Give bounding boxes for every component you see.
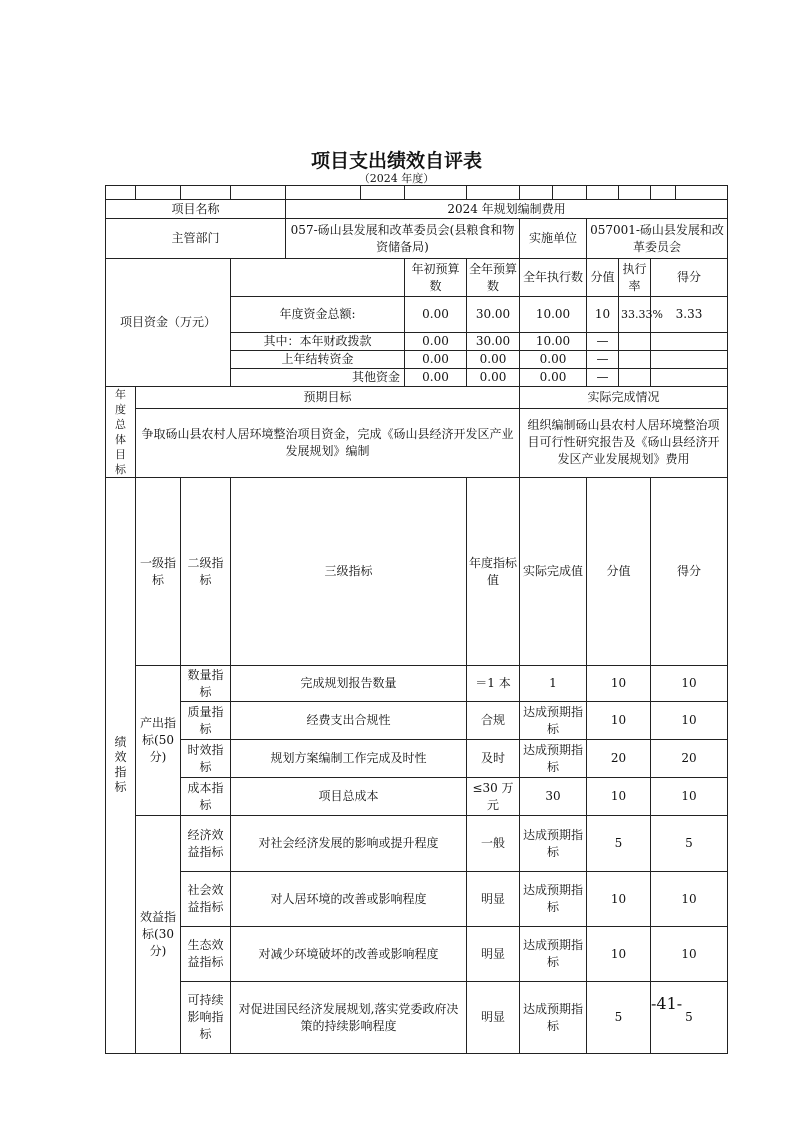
blank-cell xyxy=(286,186,361,200)
blank-cell xyxy=(520,186,553,200)
indicator-score: 10 xyxy=(651,702,728,740)
indicator-level3: 完成规划报告数量 xyxy=(231,666,467,702)
blank-cell xyxy=(553,186,587,200)
indicator-row xyxy=(106,927,728,982)
page-title: 项目支出绩效自评表 xyxy=(310,150,482,172)
blank-cell xyxy=(619,369,651,387)
indicator-group-output: 产出指标(50分) xyxy=(136,666,181,816)
indicator-value: 10 xyxy=(587,927,651,982)
indicator-level3: 经费支出合规性 xyxy=(231,702,467,740)
blank-cell xyxy=(651,351,728,369)
blank-cell xyxy=(136,186,181,200)
funds-rate: 33.33% xyxy=(619,297,651,333)
blank-cell xyxy=(651,186,676,200)
self-evaluation-table xyxy=(105,185,728,1054)
blank-cell xyxy=(619,333,651,351)
indicator-value: 10 xyxy=(587,872,651,927)
indicators-header: 实际完成值 xyxy=(520,478,587,666)
indicator-row xyxy=(106,778,728,816)
funds-header: 全年执行数 xyxy=(520,259,587,297)
funds-annual: 0.00 xyxy=(467,369,520,387)
blank-cell xyxy=(651,369,728,387)
indicator-actual: 达成预期指标 xyxy=(520,816,587,872)
indicator-score: 10 xyxy=(651,927,728,982)
indicators-side-label xyxy=(106,478,136,1054)
indicator-level2: 数量指标 xyxy=(181,666,231,702)
funds-row-label: 其他资金 xyxy=(231,369,405,387)
goals-header-row xyxy=(106,387,728,409)
project-name-label: 项目名称 xyxy=(106,200,286,219)
funds-header: 全年预算数 xyxy=(467,259,520,297)
dept-value: 057-砀山县发展和改革委员会(县粮食和物资储备局) xyxy=(286,219,520,259)
goals-actual-header: 实际完成情况 xyxy=(520,387,728,409)
indicators-header: 得分 xyxy=(651,478,728,666)
indicators-header-row xyxy=(106,478,728,666)
funds-header: 得分 xyxy=(651,259,728,297)
funds-score-value: — xyxy=(587,369,619,387)
page-number: -41- xyxy=(651,994,683,1013)
indicator-row xyxy=(106,872,728,927)
funds-row-label: 上年结转资金 xyxy=(231,351,405,369)
blank-cell xyxy=(405,186,467,200)
unit-label: 实施单位 xyxy=(520,219,587,259)
blank-cell xyxy=(587,186,619,200)
indicator-score: 5 xyxy=(651,816,728,872)
goals-side-text: 年度总体目标 xyxy=(115,388,126,476)
blank-cell xyxy=(231,259,405,297)
funds-annual: 30.00 xyxy=(467,333,520,351)
indicator-level2: 经济效益指标 xyxy=(181,816,231,872)
spacer-row xyxy=(106,186,728,200)
indicator-target: 明显 xyxy=(467,927,520,982)
funds-executed: 10.00 xyxy=(520,297,587,333)
funds-header: 年初预算数 xyxy=(405,259,467,297)
indicator-actual: 达成预期指标 xyxy=(520,982,587,1054)
funds-header: 执行率 xyxy=(619,259,651,297)
funds-initial: 0.00 xyxy=(405,333,467,351)
blank-cell xyxy=(106,186,136,200)
year-subtitle: （2024 年度） xyxy=(358,172,435,185)
indicator-value: 20 xyxy=(587,740,651,778)
funds-header: 分值 xyxy=(587,259,619,297)
dept-label: 主管部门 xyxy=(106,219,286,259)
blank-cell xyxy=(181,186,231,200)
indicator-level2: 社会效益指标 xyxy=(181,872,231,927)
indicator-score: 5 xyxy=(651,982,728,1054)
funds-executed: 0.00 xyxy=(520,351,587,369)
indicator-value: 10 xyxy=(587,702,651,740)
indicator-target: ≤30 万元 xyxy=(467,778,520,816)
indicators-header: 二级指标 xyxy=(181,478,231,666)
funds-annual: 0.00 xyxy=(467,351,520,369)
funds-initial: 0.00 xyxy=(405,369,467,387)
indicator-level2: 成本指标 xyxy=(181,778,231,816)
funds-annual: 30.00 xyxy=(467,297,520,333)
indicator-value: 10 xyxy=(587,778,651,816)
indicator-score: 20 xyxy=(651,740,728,778)
funds-label: 项目资金（万元） xyxy=(106,259,231,387)
unit-value: 057001-砀山县发展和改革委员会 xyxy=(587,219,728,259)
indicator-actual: 达成预期指标 xyxy=(520,927,587,982)
funds-executed: 10.00 xyxy=(520,333,587,351)
goals-actual-text: 组织编制砀山县农村人居环境整治项目可行性研究报告及《砀山县经济开发区产业发展规划》费用 xyxy=(520,408,728,477)
blank-cell xyxy=(619,186,651,200)
indicator-actual: 30 xyxy=(520,778,587,816)
indicator-level3: 对减少环境破坏的改善或影响程度 xyxy=(231,927,467,982)
blank-cell xyxy=(619,351,651,369)
indicator-target: 及时 xyxy=(467,740,520,778)
funds-score-value: — xyxy=(587,351,619,369)
funds-row-label: 年度资金总额: xyxy=(231,297,405,333)
indicator-level2: 时效指标 xyxy=(181,740,231,778)
indicator-score: 10 xyxy=(651,872,728,927)
indicator-level2: 生态效益指标 xyxy=(181,927,231,982)
funds-initial: 0.00 xyxy=(405,351,467,369)
indicators-header: 分值 xyxy=(587,478,651,666)
project-name-row xyxy=(106,200,728,219)
indicator-score: 10 xyxy=(651,778,728,816)
goals-content-row xyxy=(106,408,728,477)
indicator-level3: 规划方案编制工作完成及时性 xyxy=(231,740,467,778)
indicator-actual: 达成预期指标 xyxy=(520,702,587,740)
indicators-header: 三级指标 xyxy=(231,478,467,666)
indicator-level3: 对促进国民经济发展规划,落实党委政府决策的持续影响程度 xyxy=(231,982,467,1054)
blank-cell xyxy=(231,186,286,200)
indicator-actual: 达成预期指标 xyxy=(520,740,587,778)
indicator-level3: 项目总成本 xyxy=(231,778,467,816)
goals-expected-text: 争取砀山县农村人居环境整治项目资金，完成《砀山县经济开发区产业发展规划》编制 xyxy=(136,408,520,477)
indicator-value: 5 xyxy=(587,816,651,872)
goals-side-label xyxy=(106,387,136,478)
indicator-row xyxy=(106,740,728,778)
indicator-target: 明显 xyxy=(467,872,520,927)
project-name-value: 2024 年规划编制费用 xyxy=(286,200,728,219)
indicator-row xyxy=(106,982,728,1054)
indicator-target: 合规 xyxy=(467,702,520,740)
funds-score-value: — xyxy=(587,333,619,351)
indicator-target: ＝1 本 xyxy=(467,666,520,702)
indicator-value: 5 xyxy=(587,982,651,1054)
funds-header-row xyxy=(106,259,728,297)
indicator-level3: 对人居环境的改善或影响程度 xyxy=(231,872,467,927)
indicator-level2: 可持续影响指标 xyxy=(181,982,231,1054)
funds-row-label: 其中：本年财政拨款 xyxy=(231,333,405,351)
goals-expected-header: 预期目标 xyxy=(136,387,520,409)
indicators-header: 年度指标值 xyxy=(467,478,520,666)
indicator-value: 10 xyxy=(587,666,651,702)
indicator-target: 一般 xyxy=(467,816,520,872)
blank-cell xyxy=(651,333,728,351)
funds-initial: 0.00 xyxy=(405,297,467,333)
indicator-row xyxy=(106,702,728,740)
indicator-score: 10 xyxy=(651,666,728,702)
indicator-row xyxy=(106,666,728,702)
blank-cell xyxy=(676,186,728,200)
indicator-group-benefit: 效益指标(30分) xyxy=(136,816,181,1054)
indicator-level2: 质量指标 xyxy=(181,702,231,740)
blank-cell xyxy=(467,186,520,200)
blank-cell xyxy=(361,186,405,200)
department-row xyxy=(106,219,728,259)
funds-executed: 0.00 xyxy=(520,369,587,387)
funds-score-value: 10 xyxy=(587,297,619,333)
indicator-level3: 对社会经济发展的影响或提升程度 xyxy=(231,816,467,872)
funds-score: 3.33 xyxy=(651,297,728,333)
indicator-actual: 1 xyxy=(520,666,587,702)
indicator-target: 明显 xyxy=(467,982,520,1054)
indicators-header: 一级指标 xyxy=(136,478,181,666)
indicator-actual: 达成预期指标 xyxy=(520,872,587,927)
indicator-row xyxy=(106,816,728,872)
indicators-side-text: 绩效指标 xyxy=(114,735,127,794)
